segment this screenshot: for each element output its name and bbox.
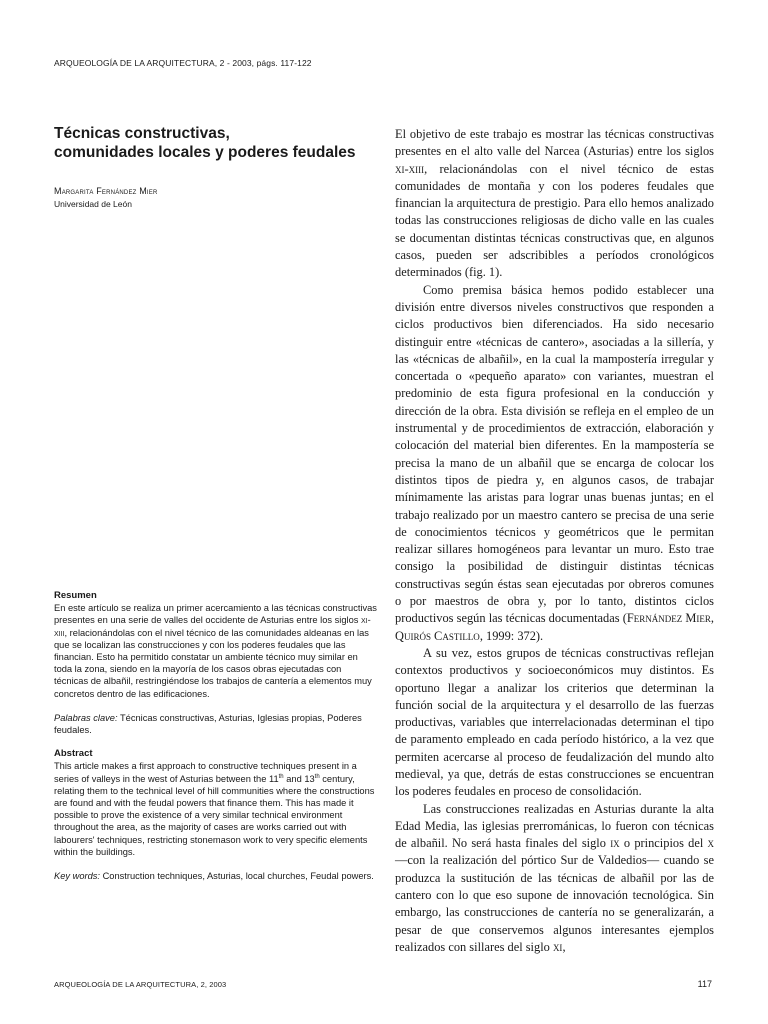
article-title xyxy=(54,124,374,162)
running-head: ARQUEOLOGÍA DE LA ARQUITECTURA, 2 - 2003, págs. 117-122 xyxy=(54,58,312,68)
title-line-2: comunidades locales y poderes feudales xyxy=(54,144,356,161)
body-paragraph-3: A su vez, estos grupos de técnicas constructivas reflejan contextos productivos y socioeconómicos muy distintos. Es oportuno llegar a analizar los criterios que determinan la función social de la arquitectura y el desarrollo de las fuerzas productivas, variables que interrelacionadas determinan el tipo de paramento empleado en cada período histórico, a la vez que permiten acercarse al proceso de feudalización del mundo alto medieval, ya que, detrás de estas construcciones se encuentran los poderes feudales en proceso de consolidación. xyxy=(395,645,714,799)
resumen-heading: Resumen xyxy=(54,590,97,601)
body-paragraph-1: El objetivo de este trabajo es mostrar las técnicas constructivas presentes en el alto valle del Narcea (Asturias) entre los siglos xi-xiii, relacionándolas con el nivel técnico de estas comunidades de montaña y con los poderes feudales que financian la arquitectura de prestigio. Para ello hemos analizado todas las construcciones religiosas de dicho valle en las cuales se documentan distintas técnicas constructivas que, en algunos casos, pueden ser adscribibles a períodos cronológicos determinados (fig. 1). xyxy=(395,127,714,280)
abstract-keywords: Key words: Construction techniques, Asturias, local churches, Feudal powers. xyxy=(54,871,374,882)
body-paragraph-4: Las construcciones realizadas en Asturias durante la alta Edad Media, las iglesias prerrománicas, lo fueron con técnicas de albañil. No será hasta finales del siglo ix o principios del x —con la realización del pórtico Sur de Valdedios— cuando se produzca la sustitución de las técnicas de albañil por las de cantero con lo que eso supone de innovación tecnológica. Sin embargo, las construcciones de cantería no se generalizarán, a pesar de que conservemos algunos interesantes ejemplos realizados con sillares del siglo xi, xyxy=(395,801,715,954)
page-number: 117 xyxy=(697,979,712,989)
resumen-text: En este artículo se realiza un primer acercamiento a las técnicas constructivas presentes en una serie de valles del occidente de Asturias entre los siglos xi-xiii, relacionándolas con el nivel técnico de las comunidades aldeanas en las que se localizan las construcciones y con los poderes feudales que las financian. Esto ha permitido constatar un ambiente técnico muy similar en toda la zona, siendo en la mayoría de los casos obras ejecutadas con técnicas de albañil, restringiéndose los trabajos de cantería a elementos muy concretos dentro de las edificaciones. xyxy=(54,603,377,699)
body-paragraph-2: Como premisa básica hemos podido establecer una división entre diversos niveles constructivos que responden a ciclos productivos bien diferenciados. Ha sido necesario distinguir entre «técnicas de cantero», asociadas a la sillería, y las «técnicas de albañil», en la cual la mampostería irregular y concertada o «pequeño aparato» con variantes, muestran el predominio de esta figura profesional en la conducción y dirección de la obra. Esta división se refleja en el empleo de un instrumental y de procedimientos de extracción, elaboración y colocación del material bien diferentes. En la mampostería se precisa la mano de un albañil que se encarga de colocar los distintos tipos de piedra y, en algunos casos, de trabajar mínimamente las aristas para lograr unas buenas juntas; en el trabajo realizado por un maestro cantero se precisa de una serie de conocimientos técnicos y geométricos que le permitan realizar sillares homogéneos para levantar un muro. Esto trae consigo la posibilidad de distinguir distintas técnicas constructivas según éstas sean ejecutadas por obreros comunes o por maestros de obra y, por lo tanto, distintos ciclos productivos según las técnicas documentadas (Fernández Mier, Quirós Castillo, 1999: 372). xyxy=(395,282,714,643)
abstract-text: This article makes a first approach to constructive techniques present in a series of valleys in the west of Asturias between the 11th and 13th century, relating them to the technical level of hill communities where the constructions are found and with the feudal powers that finance them. This has made it possible to prove the existence of a very similar technical environment throughout the area, as the majority of cases are works carried out with labourers' techniques, restricting stonemason work to very specific elements within the buildings. xyxy=(54,761,375,857)
abstracts-block xyxy=(54,590,378,882)
author-affiliation: Universidad de León xyxy=(54,199,132,209)
resumen-keywords: Palabras clave: Técnicas constructivas, Asturias, Iglesias propias, Poderes feudales. xyxy=(54,712,362,736)
abstract-heading: Abstract xyxy=(54,748,93,760)
author-name: Margarita Fernández Mier xyxy=(54,186,158,196)
title-line-1: Técnicas constructivas, xyxy=(54,125,230,142)
body-column xyxy=(395,126,714,956)
footer-journal: ARQUEOLOGÍA DE LA ARQUITECTURA, 2, 2003 xyxy=(54,980,227,989)
